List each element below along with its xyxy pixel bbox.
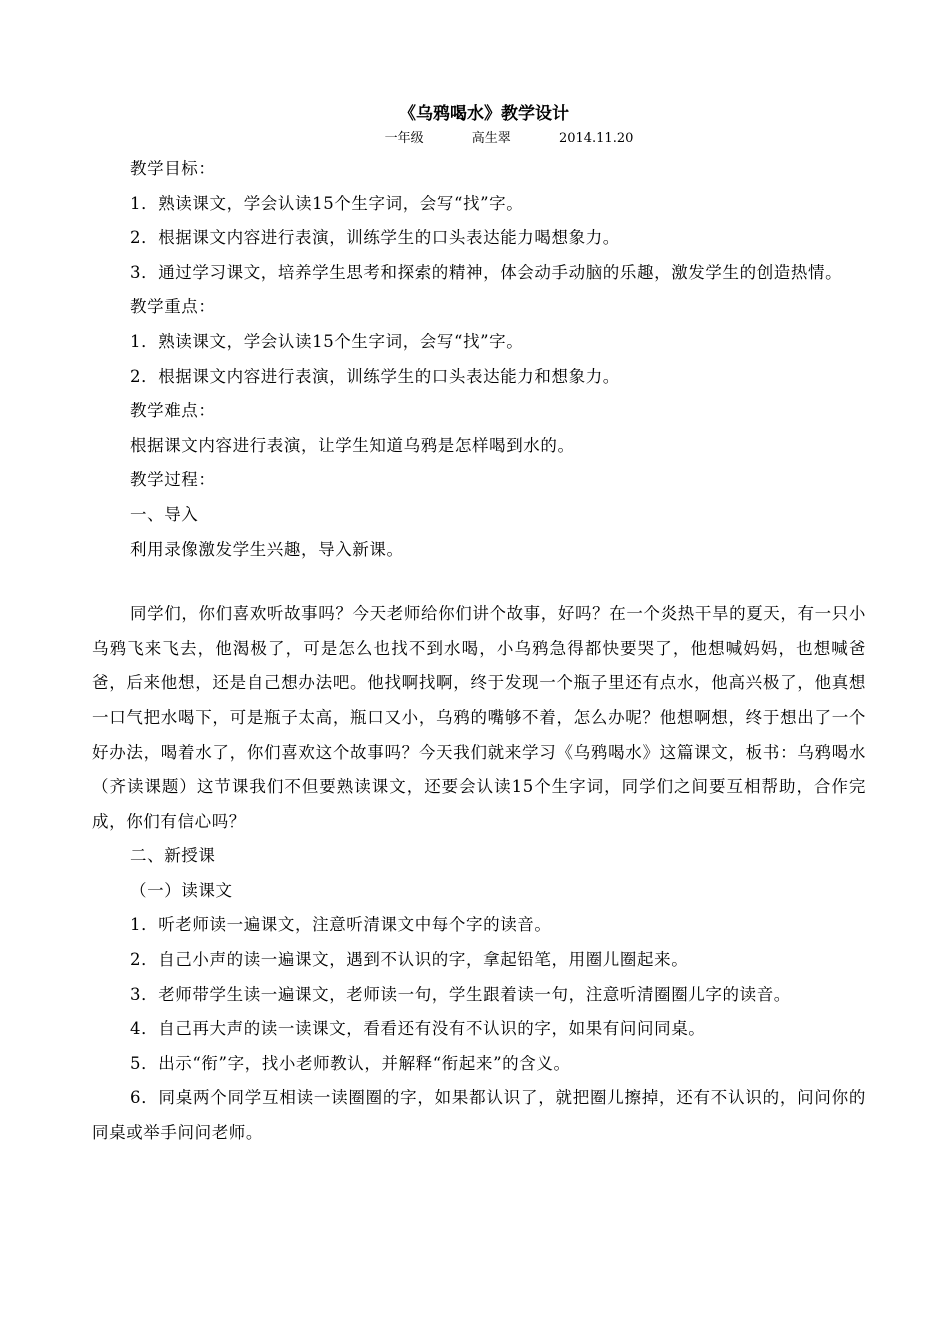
paragraph: 2．自己小声的读一遍课文，遇到不认识的字，拿起铅笔，用圈儿圈起来。 (130, 950, 689, 970)
paragraph: （一）读课文 (130, 880, 233, 900)
paragraph: 1．听老师读一遍课文，注意听清课文中每个字的读音。 (130, 915, 552, 935)
paragraph: 教学过程： (130, 470, 216, 490)
paragraph: 教学目标： (130, 159, 216, 178)
meta-date: 2014.11.20 (558, 131, 634, 146)
paragraph: 5．出示“衔”字，找小老师教认，并解释“衔起来”的含义。 (130, 1053, 571, 1073)
paragraph: 根据课文内容进行表演，让学生知道乌鸦是怎样喝到水的。 (130, 435, 575, 455)
paragraph: 4．自己再大声的读一读课文，看看还有没有不认识的字，如果有问问同桌。 (130, 1019, 706, 1039)
paragraph: 2．根据课文内容进行表演，训练学生的口头表达能力喝想象力。 (130, 228, 620, 248)
paragraph: 6．同桌两个同学互相读一读圈圈的字，如果都认识了，就把圈儿擦掉，还有不认识的，问问你的同桌或举手问问老师。 (92, 1088, 866, 1143)
document-page (92, 100, 866, 1151)
paragraph: 教学难点： (130, 401, 216, 421)
paragraph: 3．老师带学生读一遍课文，老师读一句，学生跟着读一句，注意听清圈圈儿字的读音。 (130, 984, 791, 1004)
section-after-gap (92, 597, 866, 1151)
document-title: 《乌鸦喝水》教学设计 (399, 104, 569, 124)
paragraph: 二、新授课 (130, 846, 216, 866)
paragraph: 一、导入 (130, 504, 199, 524)
paragraph: 1．熟读课文，学会认读15个生字词，会写“找”字。 (130, 193, 524, 213)
paragraph: 2．根据课文内容进行表演，训练学生的口头表达能力和想象力。 (130, 366, 620, 386)
paragraph: 3．通过学习课文，培养学生思考和探索的精神，体会动手动脑的乐趣，激发学生的创造热情。 (130, 262, 843, 282)
document-meta (92, 128, 866, 150)
section-before-gap (92, 152, 866, 567)
meta-grade: 一年级 (384, 131, 424, 146)
paragraph: 1．熟读课文，学会认读15个生字词，会写“找”字。 (130, 331, 524, 351)
blank-line (92, 567, 866, 597)
paragraph: 利用录像激发学生兴趣，导入新课。 (130, 539, 404, 559)
meta-author: 高生翠 (471, 131, 511, 146)
paragraph: 教学重点： (130, 297, 216, 317)
paragraph: 同学们，你们喜欢听故事吗？今天老师给你们讲个故事，好吗？在一个炎热干旱的夏天，有一只小乌鸦飞来飞去，他渴极了，可是怎么也找不到水喝，小乌鸦急得都快要哭了，他想喊妈妈，也想喊爸爸，后来他想，还是自己想办法吧。他找啊找啊，终于发现一个瓶子里还有点水，他高兴极了，他真想一口气把水喝下，可是瓶子太高，瓶口又小，乌鸦的嘴够不着，怎么办呢？他想啊想，终于想出了一个好办法，喝着水了，你们喜欢这个故事吗？今天我们就来学习《乌鸦喝水》这篇课文，板书：乌鸦喝水 （齐读课题）这节课我们不但要熟读课文，还要会认读15个生字词，同学们之间要互相帮助，合作完成，你们有信心吗？ (92, 604, 866, 831)
